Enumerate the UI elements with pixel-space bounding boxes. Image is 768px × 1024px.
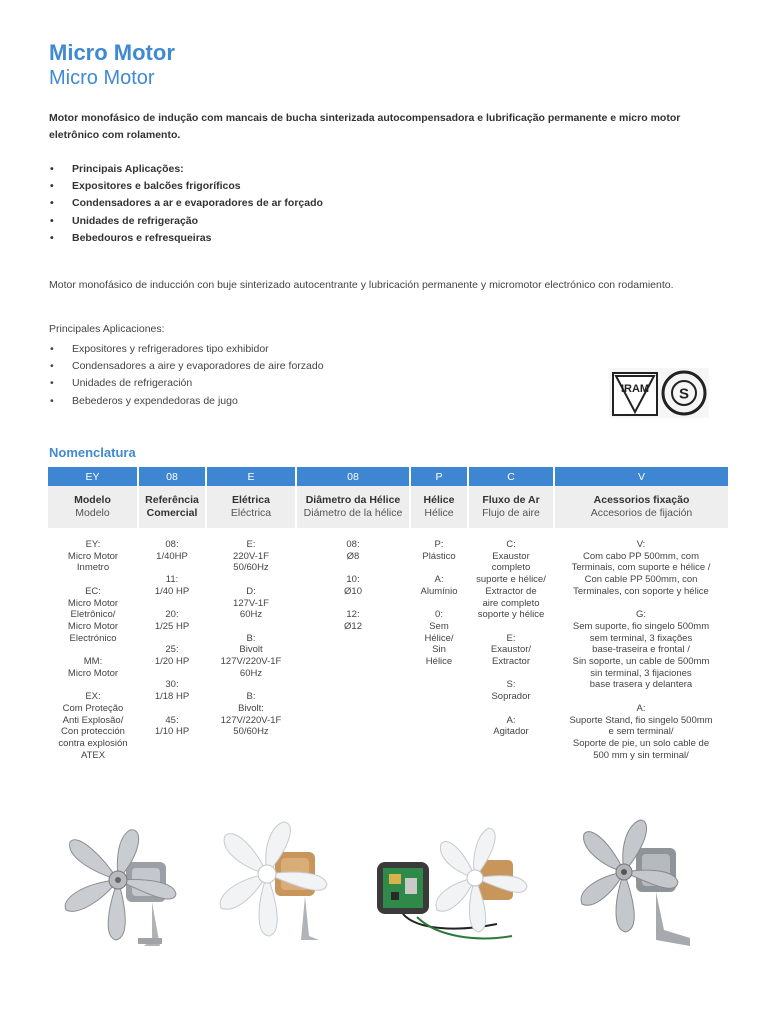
- column-header: [206, 486, 296, 528]
- column-header: [296, 486, 410, 528]
- column-options: EY: Micro Motor Inmetro EC: Micro Motor Eletrônico/ Micro Motor Electrónico MM: Micro Motor EX: Com Proteção Anti Explosão/ Con protección contra explosión ATEX: [58, 539, 128, 761]
- column-label-pt: Fluxo de Ar: [482, 494, 540, 506]
- column-header: [138, 486, 206, 528]
- column-header: [468, 486, 554, 528]
- list-item: • Expositores e balcões frigoríficos: [49, 178, 323, 195]
- code-cell: EY: [48, 467, 138, 486]
- column-label-pt: Modelo: [74, 494, 111, 506]
- column-header: [554, 486, 728, 528]
- column-header: [48, 486, 138, 528]
- column-label-pt: Elétrica: [232, 494, 270, 506]
- s-mark-icon: [661, 370, 707, 416]
- column-header: [410, 486, 468, 528]
- code-cell: C: [468, 467, 554, 486]
- column-label-pt: Hélice: [423, 494, 455, 506]
- intro-paragraph-es: Motor monofásico de inducción con buje sinterizado autocentrante y lubricación permanente y micromotor electrónico con rodamiento.: [49, 279, 674, 291]
- applications-title-es: Principales Aplicaciones:: [49, 323, 165, 335]
- column-label-es: Hélice: [424, 507, 454, 519]
- code-cell: 08: [296, 467, 410, 486]
- intro-paragraph-pt: Motor monofásico de indução com mancais de bucha sinterizada autocompensadora e lubrificação permanente e micro motor eletrônico com rolamento.: [49, 112, 681, 141]
- nomenclature-table: [48, 467, 728, 762]
- column-options: C: Exaustor completo suporte e hélice/ Extractor de aire completo soporte y hélice E: Exaustor/ Extractor S: Soprador A: Agitador: [476, 539, 546, 738]
- list-item: • Bebedouros e refresqueiras: [49, 230, 323, 247]
- column-options: E: 220V-1F 50/60Hz D: 127V-1F 60Hz B: Bivolt 127V/220V-1F 60Hz B: Bivolt: 127V/220V-1F 50/60Hz: [220, 539, 282, 738]
- iram-seal-icon: [612, 372, 658, 416]
- list-item: • Bebederos y expendedoras de jugo: [49, 393, 324, 410]
- list-item: • Principais Aplicações:: [49, 161, 323, 178]
- s-label: S: [678, 385, 690, 403]
- iram-label: IRAM: [620, 383, 650, 395]
- applications-list-pt: [49, 161, 323, 247]
- aluminum-fan-motor-image: [48, 812, 198, 952]
- page-title: Micro Motor: [49, 40, 175, 65]
- electronic-fan-motor-image: [357, 812, 552, 947]
- list-item: • Expositores y refrigeradores tipo exhibidor: [49, 341, 324, 358]
- nomenclature-heading: Nomenclatura: [49, 445, 136, 460]
- code-cell: 08: [138, 467, 206, 486]
- list-item: • Unidades de refrigeração: [49, 213, 323, 230]
- column-label-pt: Acessorios fixação: [593, 494, 690, 506]
- column-label-pt: Referência Comercial: [145, 494, 199, 519]
- code-cell: P: [410, 467, 468, 486]
- column-options: 08: Ø8 10: Ø10 12: Ø12: [344, 539, 362, 632]
- page-subtitle: Micro Motor: [49, 67, 155, 89]
- column-options: V: Com cabo PP 500mm, com Terminais, com suporte e hélice / Con cable PP 500mm, con Terminales, con soporte y hélice G: Sem suporte, fio singelo 500mm sem terminal, 3 fixações base-traseira e frontal / Sin soporte, un cable de 500mm sin terminal, 3 fijaciones base trasera y delantera A: Suporte Stand, fio singelo 500mm e sem terminal/ Soporte de pie, un solo cable de 500 mm y sin terminal/: [569, 539, 713, 761]
- column-label-es: Eléctrica: [230, 507, 272, 519]
- plastic-fan-motor-image: [205, 812, 345, 952]
- code-cell: V: [554, 467, 728, 486]
- list-item: • Condensadores a ar e evaporadores de ar forçado: [49, 195, 323, 212]
- options-row: [48, 528, 728, 762]
- column-options: 08: 1/40HP 11: 1/40 HP 20: 1/25 HP 25: 1/20 HP 30: 1/18 HP 45: 1/10 HP: [154, 539, 190, 738]
- column-label-es: Diámetro de la hélice: [303, 507, 403, 519]
- code-row: [48, 467, 728, 486]
- list-item: • Unidades de refrigeración: [49, 375, 324, 392]
- column-label-es: Modelo: [75, 507, 110, 519]
- code-cell: E: [206, 467, 296, 486]
- list-item: • Condensadores a aire y evaporadores de aire forzado: [49, 358, 324, 375]
- aluminum-fan-motor-bracket-image: [572, 812, 702, 952]
- column-label-pt: Diâmetro da Hélice: [305, 494, 401, 506]
- column-options: P: Plástico A: Alumínio 0: Sem Hélice/ Sin Hélice: [420, 539, 458, 668]
- column-label-es: Flujo de aire: [482, 507, 540, 519]
- applications-list-es: [49, 341, 324, 410]
- label-row: [48, 486, 728, 528]
- certification-logos: [609, 368, 709, 418]
- column-label-es: Accesorios de fijación: [590, 507, 693, 519]
